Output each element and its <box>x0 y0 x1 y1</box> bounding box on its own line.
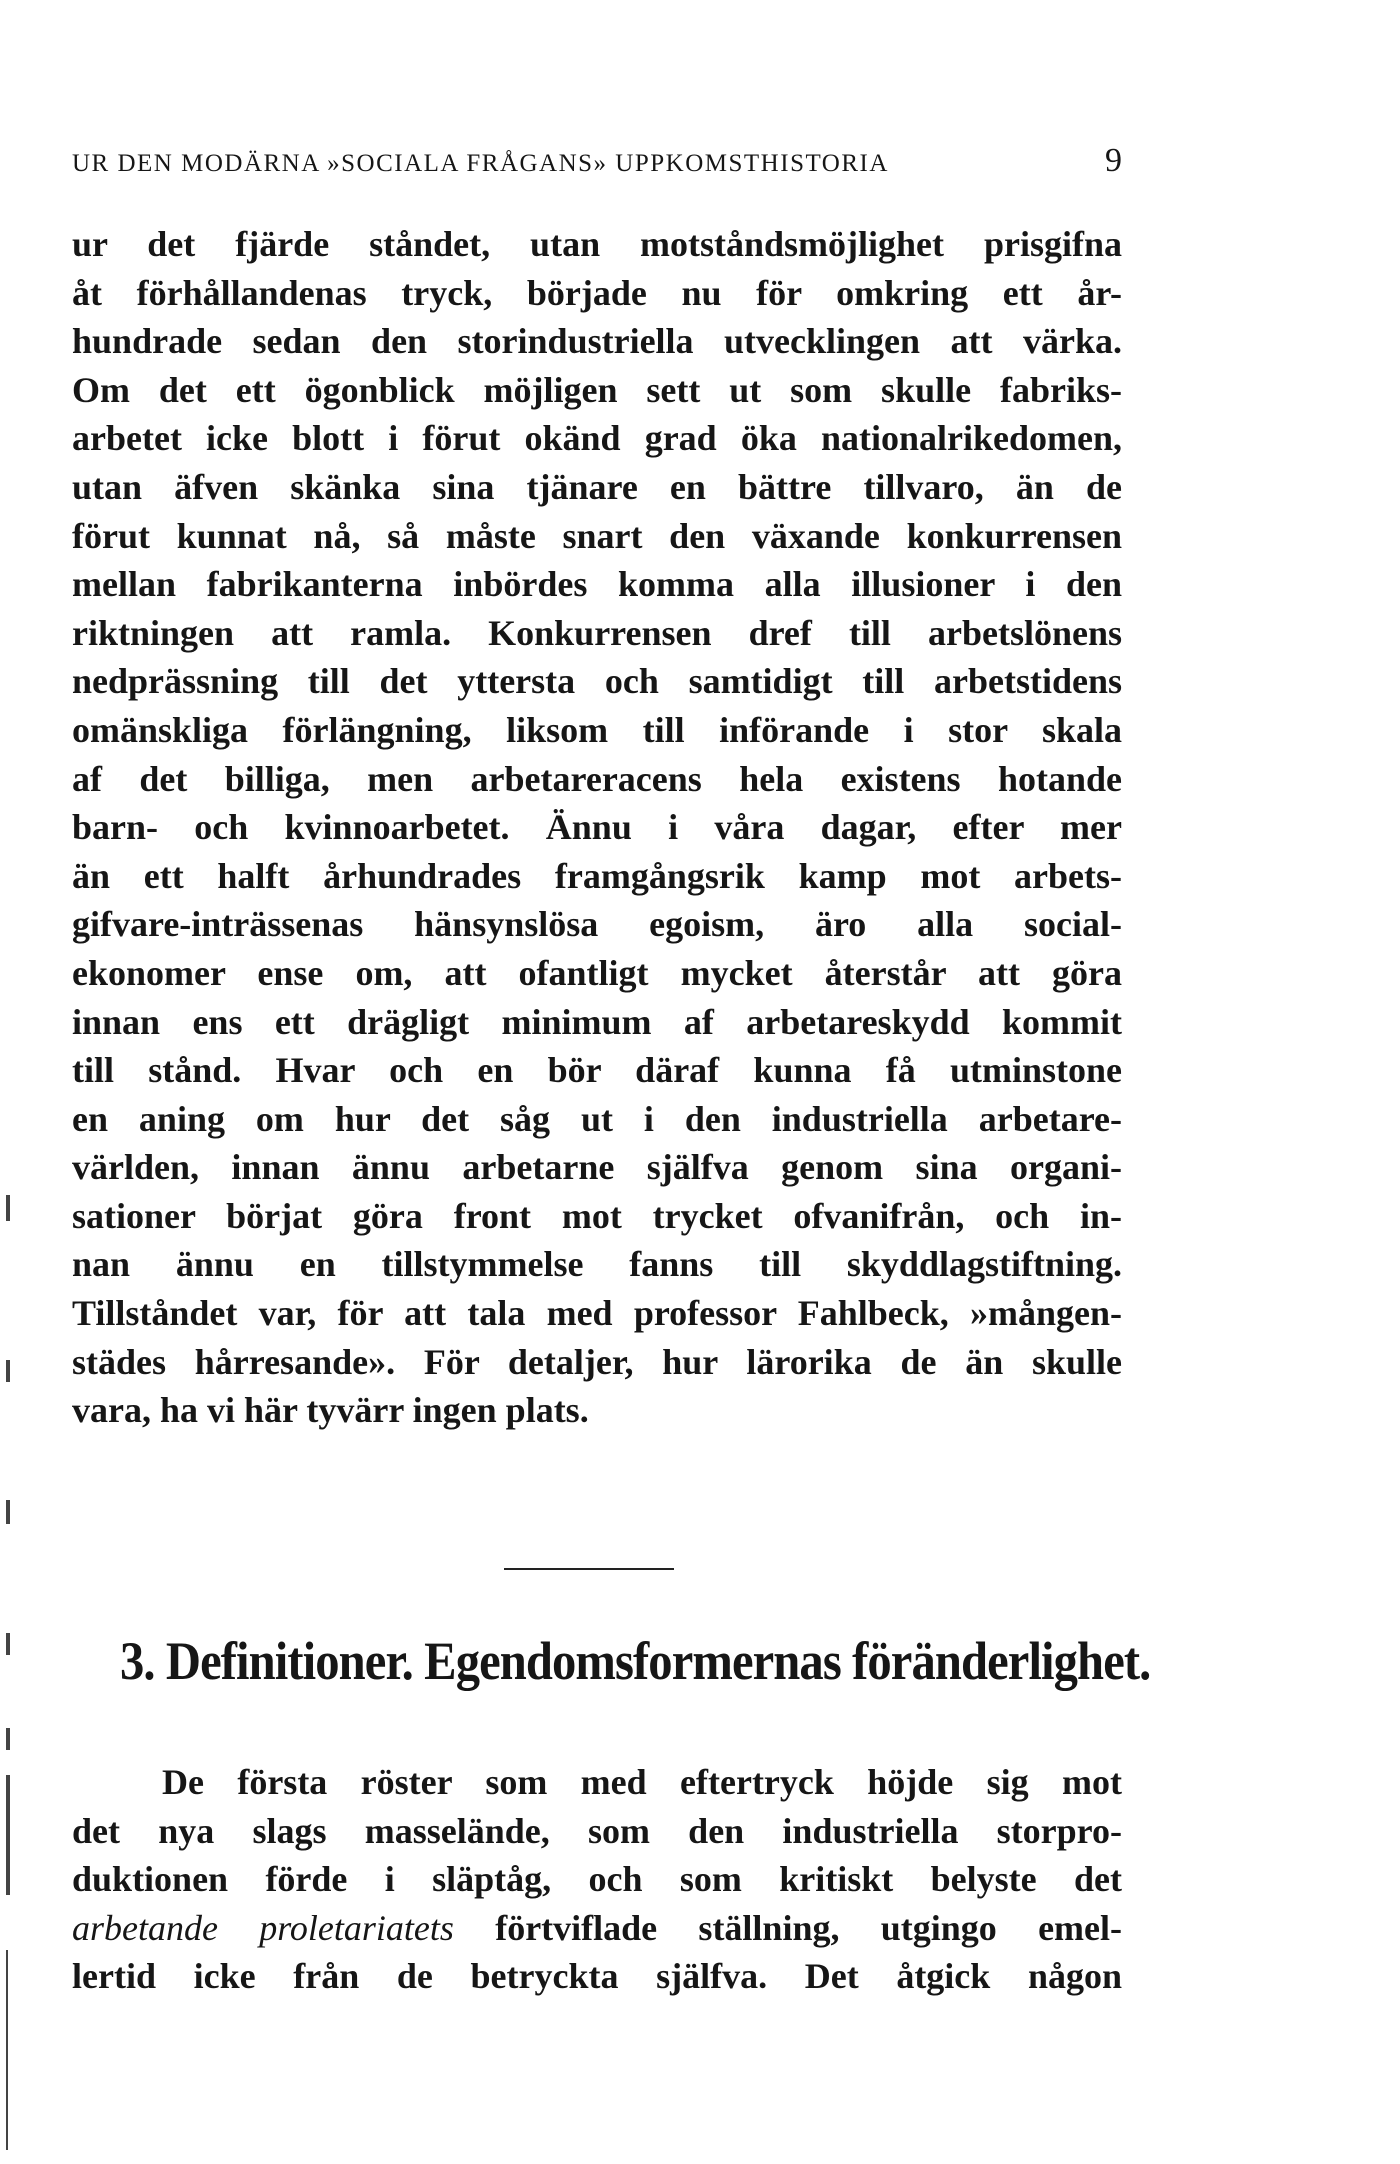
text-line: världen, innan ännu arbetarne själfva genom sina organi- <box>72 1147 1122 1188</box>
scan-margin-mark <box>6 1500 10 1524</box>
scan-margin-mark <box>6 1950 8 2150</box>
text-line: riktningen att ramla. Konkurrensen dref till arbetslönens <box>72 612 1122 653</box>
scan-margin-mark <box>6 1360 10 1382</box>
scan-margin-mark <box>6 1195 10 1221</box>
text-line: af det billiga, men arbetareracens hela existens hotande <box>72 758 1122 799</box>
text-line: en aning om hur det såg ut i den industriella arbetare- <box>72 1098 1122 1139</box>
text-line: nedprässning till det yttersta och samtidigt till arbetstidens <box>72 661 1122 702</box>
text-line: städes hårresande». För detaljer, hur lärorika de än skulle <box>72 1341 1122 1382</box>
page-number: 9 <box>1105 142 1122 179</box>
section-heading: 3. Definitioner. Egendomsformernas föränderlighet. <box>120 1631 1151 1691</box>
text-line: Om det ett ögonblick möjligen sett ut som skulle fabriks- <box>72 369 1122 410</box>
text-line: det nya slags masselände, som den industriella storpro- <box>72 1810 1122 1851</box>
text-line <box>72 1904 1122 1953</box>
scan-margin-mark <box>6 1633 10 1655</box>
text-line: sationer börjat göra front mot trycket ofvanifrån, och in- <box>72 1195 1122 1236</box>
text-line: innan ens ett drägligt minimum af arbetareskydd kommit <box>72 1001 1122 1042</box>
text-run: förtviflade ställning, utgingo emel- <box>495 1907 1123 1948</box>
text-line: mellan fabrikanterna inbördes komma alla illusioner i den <box>72 564 1122 605</box>
running-head-title: UR DEN MODÄRNA »SOCIALA FRÅGANS» UPPKOMSTHISTORIA <box>72 150 889 177</box>
text-line: De första röster som med eftertryck höjde sig mot <box>162 1762 1122 1802</box>
section-divider <box>504 1568 674 1570</box>
paragraph-1 <box>72 220 1122 1435</box>
running-head <box>72 142 1122 180</box>
text-line: lertid icke från de betryckta själfva. Det åtgick någon <box>72 1956 1122 1997</box>
text-line: förut kunnat nå, så måste snart den växande konkurrensen <box>72 515 1122 556</box>
paragraph-2 <box>72 1758 1122 2001</box>
text-line: Tillståndet var, för att tala med professor Fahlbeck, »mången- <box>72 1293 1122 1334</box>
text-line: duktionen förde i släptåg, och som kritiskt belyste det <box>72 1859 1122 1900</box>
text-line: än ett halft århundrades framgångsrik kamp mot arbets- <box>72 855 1122 896</box>
text-line: barn- och kvinnoarbetet. Ännu i våra dagar, efter mer <box>72 807 1122 848</box>
text-line: åt förhållandenas tryck, började nu för omkring ett år- <box>72 272 1122 313</box>
scan-margin-mark <box>6 1728 10 1750</box>
text-line: nan ännu en tillstymmelse fanns till skyddlagstiftning. <box>72 1244 1122 1285</box>
text-line: hundrade sedan den storindustriella utvecklingen att värka. <box>72 321 1122 362</box>
text-line: omänskliga förlängning, liksom till införande i stor skala <box>72 709 1122 750</box>
scan-margin-mark <box>6 1775 10 1895</box>
text-line: gifvare-inträssenas hänsynslösa egoism, äro alla social- <box>72 904 1122 945</box>
text-line: ekonomer ense om, att ofantligt mycket återstår att göra <box>72 952 1122 993</box>
text-line: ur det fjärde ståndet, utan motståndsmöjlighet prisgifna <box>72 224 1122 264</box>
text-line: arbetet icke blott i förut okänd grad öka nationalrikedomen, <box>72 418 1122 459</box>
text-line: till stånd. Hvar och en bör däraf kunna få utminstone <box>72 1050 1122 1091</box>
italic-phrase: arbetande proletariatets <box>72 1907 454 1948</box>
text-line: vara, ha vi här tyvärr ingen plats. <box>72 1390 589 1431</box>
text-line: utan äfven skänka sina tjänare en bättre tillvaro, än de <box>72 466 1122 507</box>
